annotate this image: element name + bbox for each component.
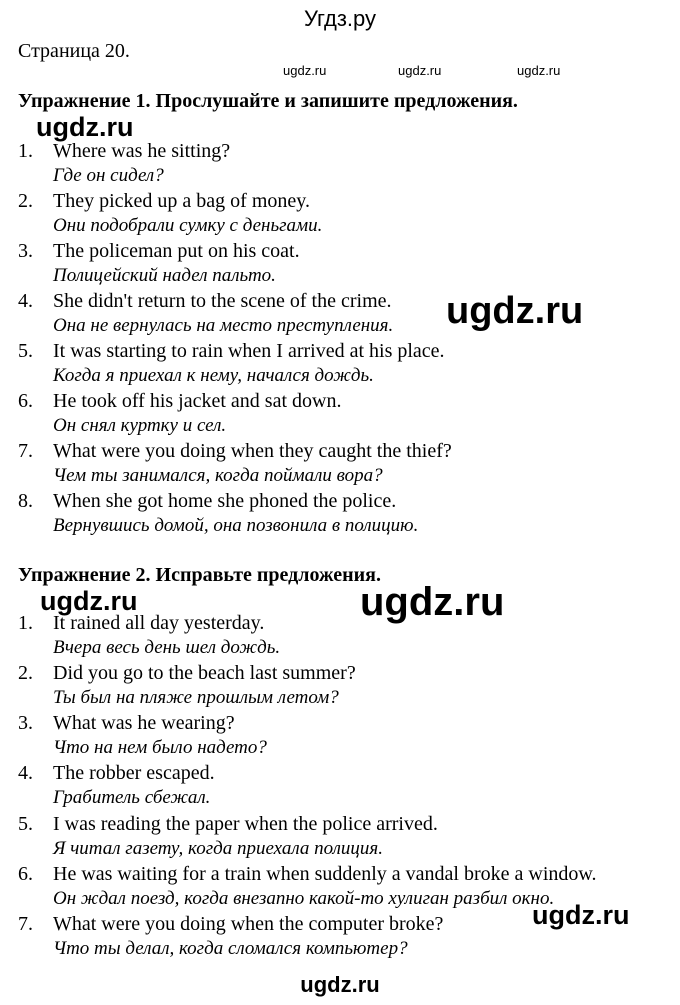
russian-translation: Он снял куртку и сел. bbox=[53, 415, 227, 436]
item-number: 3. bbox=[18, 240, 33, 262]
russian-translation: Где он сидел? bbox=[53, 165, 164, 186]
russian-translation: Полицейский надел пальто. bbox=[53, 265, 276, 286]
russian-translation: Что ты делал, когда сломался компьютер? bbox=[53, 938, 408, 959]
english-sentence: It was starting to rain when I arrived at his place. bbox=[53, 340, 445, 362]
watermark-5: ugdz.ru bbox=[532, 900, 630, 930]
item-number: 4. bbox=[18, 290, 33, 312]
russian-translation: Ты был на пляже прошлым летом? bbox=[53, 687, 339, 708]
page-label: Страница 20. bbox=[18, 40, 130, 62]
watermark-small-3: ugdz.ru bbox=[517, 63, 561, 78]
exercise2-title: Упражнение 2. Исправьте предложения. bbox=[18, 564, 381, 586]
english-sentence: He was waiting for a train when suddenly a vandal broke a window. bbox=[53, 863, 597, 885]
exercise1-title: Упражнение 1. Прослушайте и запишите предложения. bbox=[18, 90, 518, 112]
russian-translation: Чем ты занимался, когда поймали вора? bbox=[53, 465, 383, 486]
english-sentence: What was he wearing? bbox=[53, 712, 235, 734]
item-number: 2. bbox=[18, 662, 33, 684]
russian-translation: Я читал газету, когда приехала полиция. bbox=[53, 838, 383, 859]
english-sentence: I was reading the paper when the police arrived. bbox=[53, 813, 438, 835]
item-number: 1. bbox=[18, 612, 33, 634]
item-number: 1. bbox=[18, 140, 33, 162]
russian-translation: Они подобрали сумку с деньгами. bbox=[53, 215, 323, 236]
watermark-2: ugdz.ru bbox=[446, 290, 584, 332]
russian-translation: Что на нем было надето? bbox=[53, 737, 267, 758]
watermark-4: ugdz.ru bbox=[360, 580, 505, 624]
watermark-1: ugdz.ru bbox=[36, 112, 134, 142]
english-sentence: The policeman put on his coat. bbox=[53, 240, 300, 262]
english-sentence: It rained all day yesterday. bbox=[53, 612, 265, 634]
russian-translation: Она не вернулась на место преступления. bbox=[53, 315, 394, 336]
russian-translation: Вчера весь день шел дождь. bbox=[53, 637, 281, 658]
russian-translation: Когда я приехал к нему, начался дождь. bbox=[53, 365, 374, 386]
item-number: 3. bbox=[18, 712, 33, 734]
footer-watermark: ugdz.ru bbox=[300, 972, 380, 997]
watermark-small-2: ugdz.ru bbox=[398, 63, 442, 78]
item-number: 6. bbox=[18, 863, 33, 885]
item-number: 2. bbox=[18, 190, 33, 212]
english-sentence: He took off his jacket and sat down. bbox=[53, 390, 342, 412]
english-sentence: When she got home she phoned the police. bbox=[53, 490, 397, 512]
russian-translation: Вернувшись домой, она позвонила в полицию. bbox=[53, 515, 419, 536]
english-sentence: What were you doing when the computer broke? bbox=[53, 913, 444, 935]
watermark-3: ugdz.ru bbox=[40, 586, 138, 616]
item-number: 6. bbox=[18, 390, 33, 412]
item-number: 5. bbox=[18, 813, 33, 835]
russian-translation: Грабитель сбежал. bbox=[53, 787, 211, 808]
item-number: 7. bbox=[18, 913, 33, 935]
site-title: Угдз.ру bbox=[303, 6, 377, 31]
english-sentence: Where was he sitting? bbox=[53, 140, 231, 162]
russian-translation: Он ждал поезд, когда внезапно какой-то хулиган разбил окно. bbox=[53, 888, 555, 909]
english-sentence: What were you doing when they caught the thief? bbox=[53, 440, 452, 462]
english-sentence: She didn't return to the scene of the crime. bbox=[53, 290, 392, 312]
english-sentence: Did you go to the beach last summer? bbox=[53, 662, 356, 684]
item-number: 4. bbox=[18, 762, 33, 784]
english-sentence: They picked up a bag of money. bbox=[53, 190, 310, 212]
item-number: 8. bbox=[18, 490, 33, 512]
english-sentence: The robber escaped. bbox=[53, 762, 215, 784]
item-number: 5. bbox=[18, 340, 33, 362]
watermark-small-1: ugdz.ru bbox=[283, 63, 327, 78]
item-number: 7. bbox=[18, 440, 33, 462]
